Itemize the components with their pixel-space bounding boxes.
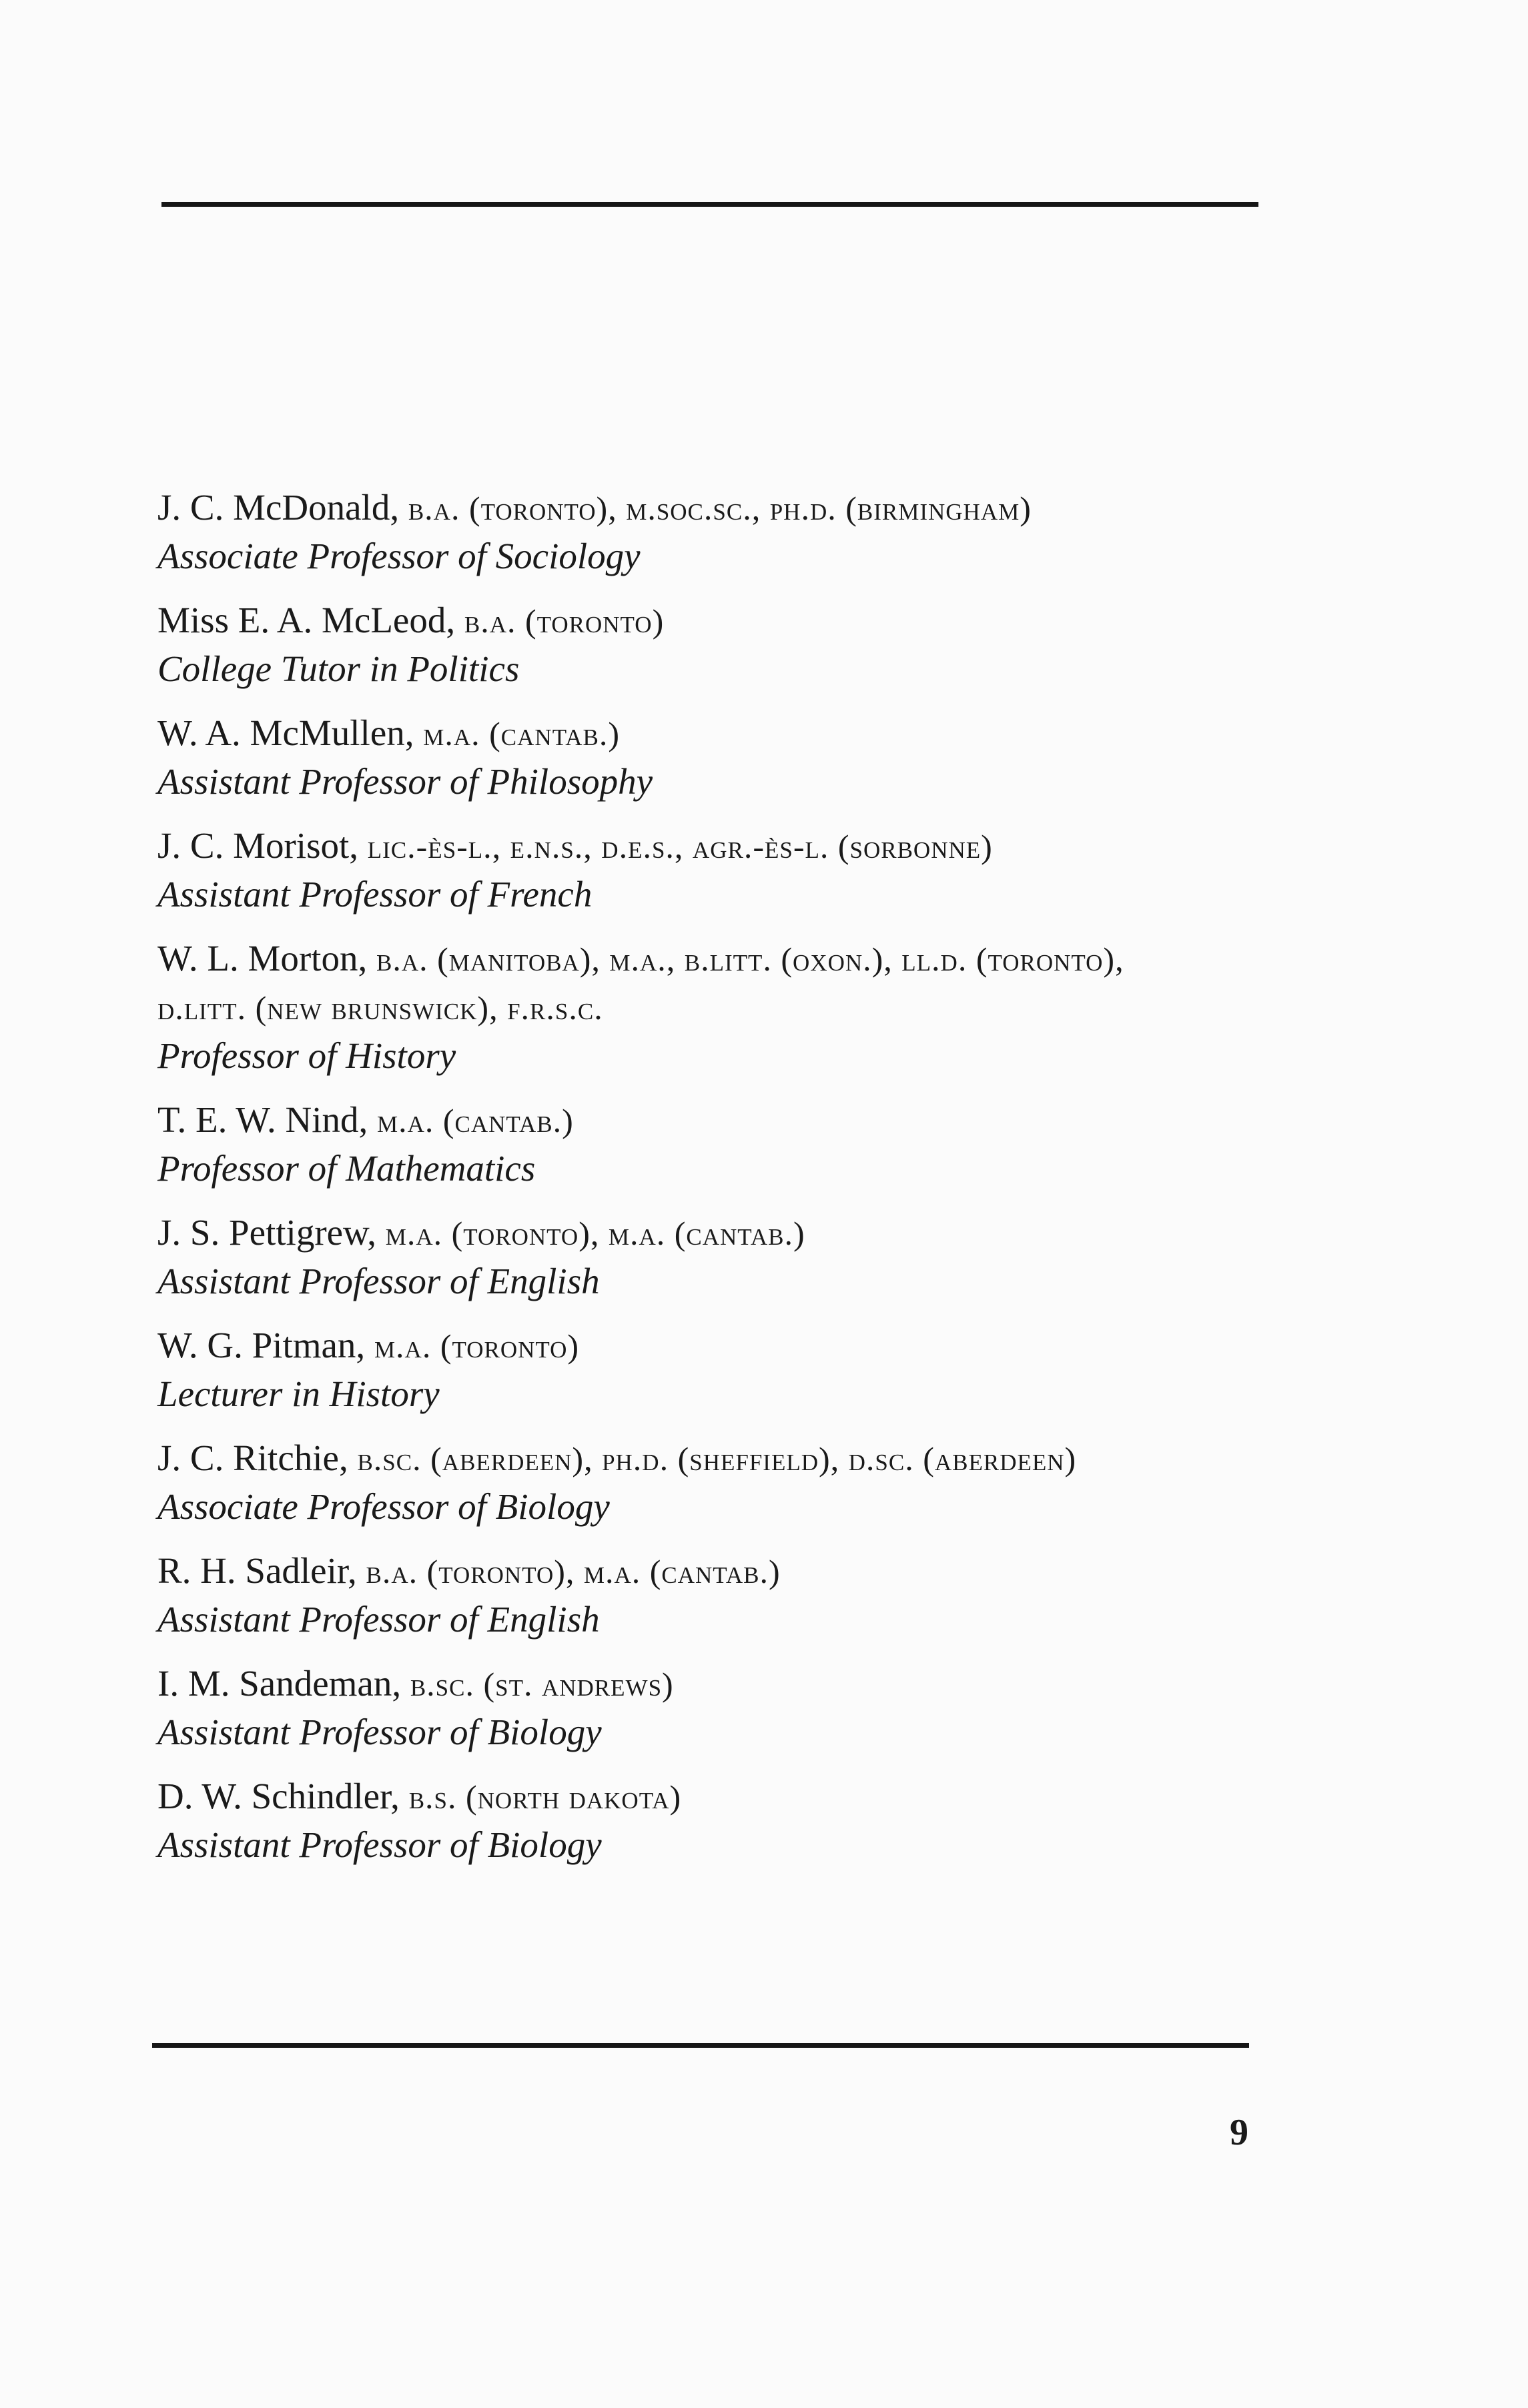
faculty-title: Professor of Mathematics bbox=[157, 1148, 536, 1189]
faculty-entry bbox=[157, 935, 1359, 1080]
faculty-name: W. L. Morton, bbox=[157, 938, 368, 979]
faculty-credentials-continued-line bbox=[157, 983, 1359, 1032]
faculty-entry bbox=[157, 709, 1359, 806]
faculty-entry bbox=[157, 1209, 1359, 1305]
faculty-title: Associate Professor of Biology bbox=[157, 1486, 610, 1527]
faculty-entry bbox=[157, 1434, 1359, 1531]
faculty-name-line bbox=[157, 1660, 1359, 1708]
faculty-credentials-continued: d.litt. (new brunswick), f.r.s.c. bbox=[157, 989, 603, 1027]
faculty-credentials: m.a. (cantab.) bbox=[376, 1102, 574, 1139]
faculty-title: Professor of History bbox=[157, 1035, 456, 1076]
faculty-title: Assistant Professor of French bbox=[157, 874, 593, 915]
faculty-name-line bbox=[157, 709, 1359, 758]
faculty-entry bbox=[157, 484, 1359, 580]
faculty-credentials: b.a. (toronto) bbox=[464, 602, 665, 640]
faculty-list bbox=[157, 484, 1359, 1885]
faculty-credentials: b.s. (north dakota) bbox=[408, 1778, 682, 1816]
faculty-name-line bbox=[157, 1547, 1359, 1596]
top-rule bbox=[161, 202, 1258, 207]
faculty-name: R. H. Sadleir, bbox=[157, 1550, 357, 1591]
faculty-entry bbox=[157, 822, 1359, 919]
faculty-credentials: b.sc. (st. andrews) bbox=[410, 1666, 674, 1703]
faculty-title: Associate Professor of Sociology bbox=[157, 536, 641, 576]
faculty-name-line bbox=[157, 1321, 1359, 1370]
faculty-name: I. M. Sandeman, bbox=[157, 1663, 402, 1704]
page-number: 9 bbox=[1230, 2112, 1248, 2153]
faculty-title: Assistant Professor of English bbox=[157, 1599, 600, 1640]
faculty-name: J. S. Pettigrew, bbox=[157, 1212, 376, 1253]
faculty-name-line bbox=[157, 822, 1359, 870]
faculty-name: T. E. W. Nind, bbox=[157, 1099, 368, 1140]
faculty-credentials: b.a. (toronto), m.soc.sc., ph.d. (birmingham) bbox=[408, 490, 1032, 527]
faculty-name: W. A. McMullen, bbox=[157, 712, 414, 753]
faculty-name-line bbox=[157, 1209, 1359, 1257]
faculty-name: W. G. Pitman, bbox=[157, 1325, 366, 1365]
faculty-name-line bbox=[157, 935, 1359, 983]
faculty-entry bbox=[157, 1096, 1359, 1193]
faculty-title: Assistant Professor of Philosophy bbox=[157, 761, 653, 802]
faculty-title: Lecturer in History bbox=[157, 1373, 440, 1414]
faculty-title: Assistant Professor of Biology bbox=[157, 1712, 602, 1752]
faculty-credentials: m.a. (toronto) bbox=[374, 1327, 580, 1365]
faculty-name-line bbox=[157, 484, 1359, 532]
bottom-rule bbox=[152, 2043, 1249, 2048]
faculty-entry bbox=[157, 1547, 1359, 1644]
faculty-credentials: b.sc. (aberdeen), ph.d. (sheffield), d.sc. (aberdeen) bbox=[357, 1440, 1077, 1477]
faculty-credentials: b.a. (toronto), m.a. (cantab.) bbox=[366, 1553, 781, 1590]
faculty-title: Assistant Professor of Biology bbox=[157, 1824, 602, 1865]
faculty-title: College Tutor in Politics bbox=[157, 648, 520, 689]
faculty-credentials: m.a. (toronto), m.a. (cantab.) bbox=[385, 1215, 805, 1252]
faculty-name: J. C. Ritchie, bbox=[157, 1437, 348, 1478]
faculty-entry bbox=[157, 1321, 1359, 1418]
faculty-credentials: b.a. (manitoba), m.a., b.litt. (oxon.), ll.d. (toronto), bbox=[376, 941, 1124, 978]
faculty-name-line bbox=[157, 1096, 1359, 1145]
faculty-name: J. C. McDonald, bbox=[157, 487, 400, 528]
faculty-credentials: lic.-ès-l., e.n.s., d.e.s., agr.-ès-l. (sorbonne) bbox=[367, 828, 993, 865]
faculty-name: Miss E. A. McLeod, bbox=[157, 600, 456, 640]
faculty-entry bbox=[157, 596, 1359, 693]
faculty-name-line bbox=[157, 1434, 1359, 1483]
faculty-credentials: m.a. (cantab.) bbox=[423, 715, 621, 752]
faculty-name-line bbox=[157, 1772, 1359, 1821]
faculty-entry bbox=[157, 1660, 1359, 1756]
faculty-name: D. W. Schindler, bbox=[157, 1776, 400, 1816]
faculty-title: Assistant Professor of English bbox=[157, 1261, 600, 1301]
faculty-entry bbox=[157, 1772, 1359, 1869]
faculty-name-line bbox=[157, 596, 1359, 645]
faculty-name: J. C. Morisot, bbox=[157, 825, 359, 866]
